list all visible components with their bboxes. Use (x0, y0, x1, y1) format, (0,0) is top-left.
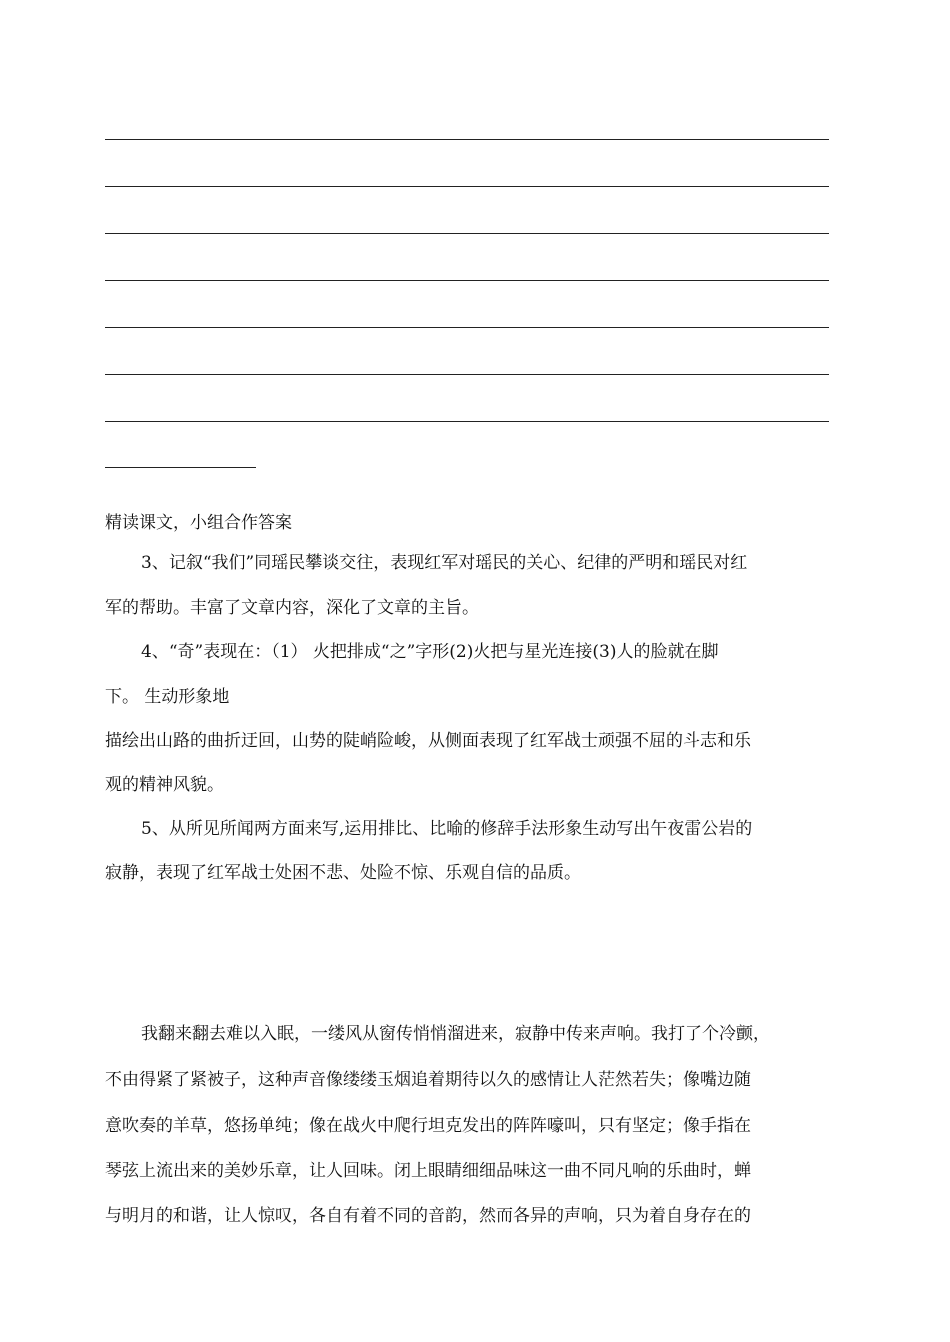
essay-line: 琴弦上流出来的美妙乐章，让人回味。闭上眼睛细细品味这一曲不同凡响的乐曲时，蝉 (105, 1161, 751, 1181)
answer-5-line: 寂静，表现了红军战士处困不悲、处险不惊、乐观自信的品质。 (105, 863, 581, 883)
essay-line: 与明月的和谐，让人惊叹，各自有着不同的音韵，然而各异的声响，只为着自身存在的 (105, 1206, 751, 1226)
answer-3-line: 3、记叙“我们”同瑶民攀谈交往，表现红军对瑶民的关心、纪律的严明和瑶民对红 (141, 553, 748, 573)
answer-heading: 精读课文，小组合作答案 (105, 513, 292, 533)
answer-5-line: 5、从所见所闻两方面来写,运用排比、比喻的修辞手法形象生动写出午夜雷公岩的 (141, 819, 753, 839)
answer-4-line: 下。 生动形象地 (105, 687, 230, 707)
answer-3-line: 军的帮助。丰富了文章内容，深化了文章的主旨。 (105, 598, 479, 618)
answer-4-line: 描绘出山路的曲折迂回，山势的陡峭险峻，从侧面表现了红军战士顽强不屈的斗志和乐 (105, 731, 751, 751)
essay-line: 我翻来翻去难以入眠，一缕风从窗传悄悄溜进来，寂静中传来声响。我打了个冷颤， (141, 1024, 770, 1044)
essay-line: 不由得紧了紧被子，这种声音像缕缕玉烟追着期待以久的感情让人茫然若失；像嘴边随 (105, 1070, 751, 1090)
writing-line (105, 421, 829, 422)
answer-4-line: 4、“奇”表现在：（1） 火把排成“之”字形(2)火把与星光连接(3)人的脸就在脚 (141, 642, 719, 662)
writing-line (105, 327, 829, 328)
writing-line (105, 280, 829, 281)
writing-line-short (105, 467, 256, 468)
writing-line (105, 374, 829, 375)
essay-line: 意吹奏的羊草，悠扬单纯；像在战火中爬行坦克发出的阵阵嚎叫，只有坚定；像手指在 (105, 1116, 751, 1136)
answer-4-line: 观的精神风貌。 (105, 775, 224, 795)
writing-line (105, 233, 829, 234)
writing-line (105, 186, 829, 187)
writing-line (105, 139, 829, 140)
